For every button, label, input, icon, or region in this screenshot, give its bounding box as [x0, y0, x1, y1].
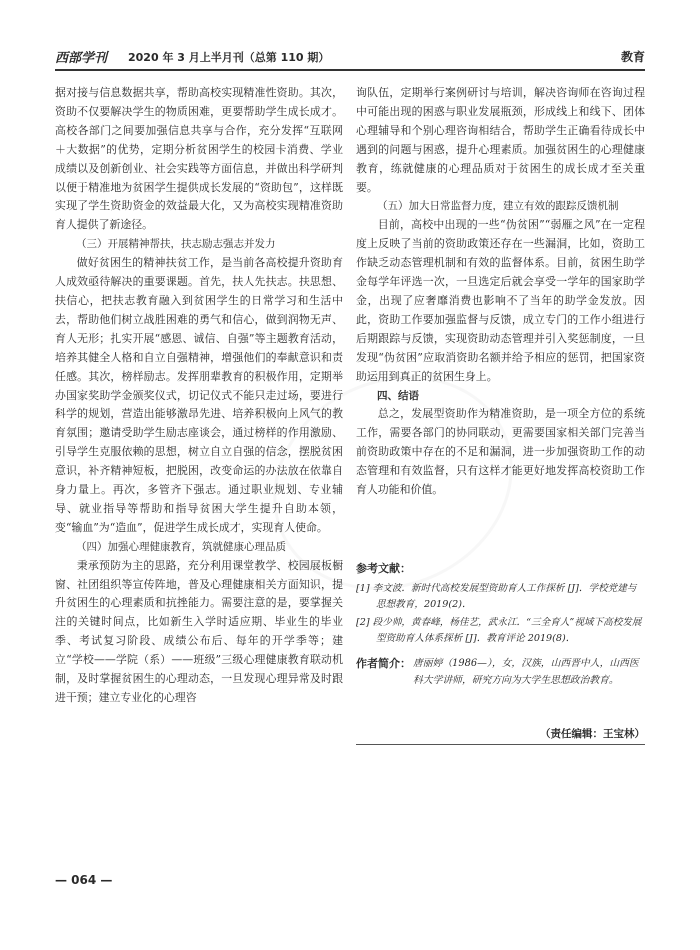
paragraph: 总之，发展型资助作为精准资助，是一项全方位的系统工作，需要各部门的协同联动，更需要国家相关部门完善当前资助政策中存在的不足和漏洞，进一步加强资助工作的动态管理和有效监督，只有这样才能更好地发挥高校资助工作育人功能和价值。	[356, 407, 645, 497]
references-title: 参考文献：	[356, 562, 411, 575]
issue-info: 2020 年 3 月上半月刊（总第 110 期）	[128, 51, 330, 64]
reference-item: [1] 李文波．新时代高校发展型资助育人工作探析 [J]．学校党建与思想教育，2019(2)．	[356, 583, 637, 610]
editor-rule	[356, 744, 645, 745]
paragraph: 目前，高校中出现的一些“伪贫困”“弱雁之风”在一定程度上反映了当前的资助政策还存在一些漏洞，比如，资助工作缺乏动态管理机制和有效的监督体系。目前，贫困生助学金每学年评选一次，一旦选定后就会享受一学年的国家助学金，出现了应奢靡消费也影响不了当年的助学金发放。因此，资助工作要加强监督与反馈，成立专门的工作小组进行后期跟踪与反馈，实现资助动态管理并引入奖惩制度，一旦发现“伪贫困”应取消资助名额并给予相应的惩罚，把国家资助运用到真正的贫困生身上。	[356, 218, 645, 383]
right-column	[356, 84, 645, 500]
subheading: （五）加大日常监督力度，建立有效的跟踪反馈机制	[377, 200, 619, 213]
subheading: （三）开展精神帮扶，扶志励志强志并发力	[76, 238, 276, 251]
header-rule	[55, 69, 645, 71]
journal-logo: 西部学刊	[55, 51, 108, 66]
subheading: （四）加强心理健康教育，筑就健康心理品质	[76, 540, 286, 553]
paragraph: 询队伍，定期举行案例研讨与培训，解决咨询师在咨询过程中可能出现的困惑与职业发展瓶颈，形成线上和线下、团体心理辅导和个别心理咨询相结合，帮助学生正确看待成长中遇到的问题与困惑，提升心理素质。加强贫困生的心理健康教育，练就健康的心理品质对于贫困生的成长成才至关重要。	[356, 86, 645, 194]
reference-item: [2] 段少帅，黄春峰，杨佳艺，武永江．“三全育人”视域下高校发展型资助育人体系探析 [J]．教育评论 2019(8)．	[356, 617, 642, 644]
author-label: 作者简介：	[356, 657, 411, 670]
author-intro	[356, 655, 645, 689]
page-header	[55, 46, 645, 68]
author-text: 唐丽婷（1986—），女，汉族，山西晋中人，山西医科大学讲师，研究方向为大学生思想政治教育。	[413, 658, 639, 686]
section-title: 教育	[620, 50, 645, 64]
paragraph: 做好贫困生的精神扶贫工作，是当前各高校提升资助育人成效亟待解决的重要课题。首先，扶人先扶志。扶思想、扶信心，把扶志教育融入到贫困学生的日常学习和生活中去，帮助他们树立战胜困难的勇气和信心，做到润物无声、育人无形；扎实开展“感恩、诚信、自强”等主题教育活动，培养其健全人格和自立自强精神，增强他们的奉献意识和责任感。其次，榜样励志。发挥朋辈教育的积极作用，定期举办国家奖助学金颁奖仪式，切记仪式不能只走过场，要进行科学的规划，营造出能够激昂先进、培养积极向上风气的教育氛围；邀请受助学生励志座谈会，通过榜样的作用激励、引导学生克服依赖的思想，树立自立自强的信念，摆脱贫困意识，补齐精神短板，把脱困，改变命运的办法放在依靠自身力量上。再次，多管齐下强志。通过职业规划、专业辅导、就业指导等帮助和指导贫困大学生提升自助本领，变“输血”为“造血”，促进学生成长成才，实现育人使命。	[55, 256, 343, 534]
paragraph: 据对接与信息数据共享，帮助高校实现精准性资助。其次，资助不仅要解决学生的物质困难，更要帮助学生成长成才。高校各部门之间要加强信息共享与合作，充分发挥“互联网＋大数据”的优势，定期分析贫困学生的校园卡消费、学业成绩以及创新创业、社会实践等方面信息，并做出科学研判以便于精准地为贫困学生提供成长发展的“资助包”，这样既实现了学生资助资金的效益最大化，又为高校实现精准资助育人提供了新途径。	[55, 86, 343, 232]
paragraph: 秉承预防为主的思路，充分利用课堂教学、校园展板橱窗、社团组织等宣传阵地，普及心理健康相关方面知识，提升贫困生的心理素质和抗挫能力。需要注意的是，要掌握关注的关键时间点，比如新生入学时适应期、毕业生的毕业季、考试复习阶段、成绩公布后、每年的开学季等；建立“学校——学院（系）——班级”三级心理健康教育联动机制，及时掌握贫困生的心理动态，一旦发现心理异常及时跟进干预；建立专业化的心理咨	[55, 558, 343, 704]
responsible-editor: （责任编辑：王宝林）	[540, 728, 645, 740]
references	[356, 560, 645, 649]
page-number: — 064 —	[55, 873, 113, 887]
left-column	[55, 84, 343, 708]
conclusion-heading: 四、结语	[377, 389, 419, 402]
